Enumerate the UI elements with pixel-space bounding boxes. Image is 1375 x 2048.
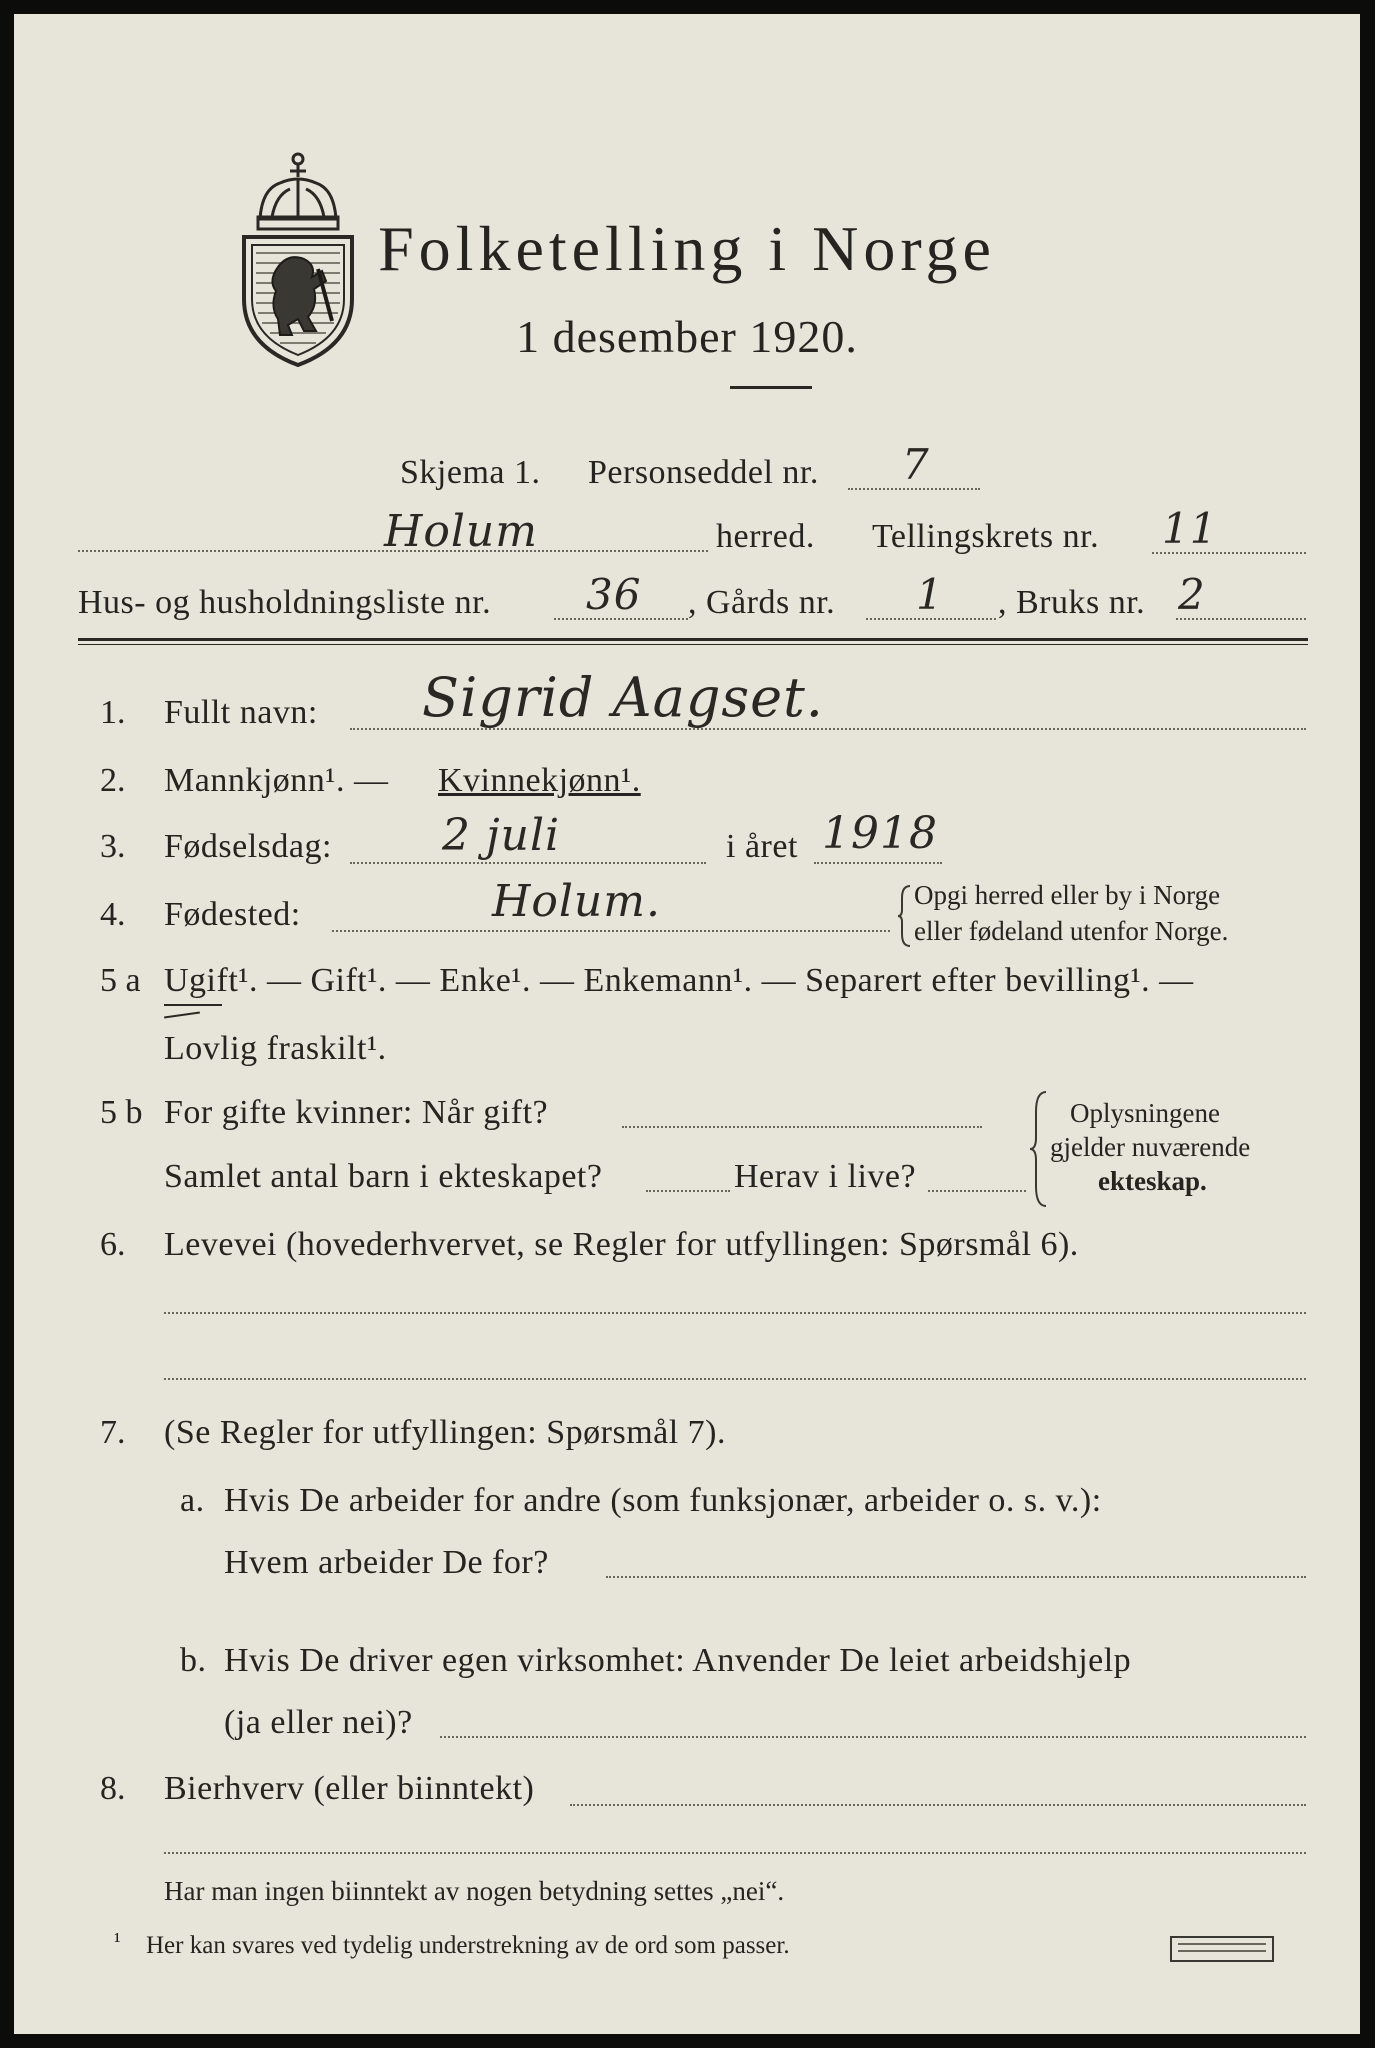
q3-label: Fødselsdag: (164, 828, 332, 865)
q5b-line1: For gifte kvinner: Når gift? (164, 1094, 549, 1131)
census-form-page (14, 14, 1360, 2034)
q5b-note-brace-icon (1028, 1090, 1048, 1208)
q5b-line2a: Samlet antal barn i ekteskapet? (164, 1158, 603, 1195)
form-title: Folketelling i Norge (378, 213, 996, 284)
bruks-value: 2 (1178, 570, 1206, 619)
herred-value: Holum (384, 506, 538, 557)
q3-year-label: i året (726, 828, 798, 865)
q7b-letter: b. (180, 1642, 207, 1679)
tellingskrets-value: 11 (1162, 504, 1218, 553)
q4-birthplace-value: Holum. (492, 876, 661, 927)
q3-year-value: 1918 (822, 808, 938, 859)
personseddel-label: Personseddel nr. (588, 454, 819, 491)
q5a-line2: Lovlig fraskilt¹. (164, 1030, 387, 1067)
form-date: 1 desember 1920. (516, 311, 858, 362)
q4-note-line1: Opgi herred eller by i Norge (914, 880, 1221, 910)
q5b-note-line2: gjelder nuværende (1050, 1132, 1251, 1162)
q5b-number: 5 b (100, 1094, 143, 1131)
q5a-line1: Ugift¹. — Gift¹. — Enke¹. — Enkemann¹. — Separert efter bevilling¹. — (164, 962, 1194, 999)
q1-label: Fullt navn: (164, 694, 318, 731)
q7a-line1: Hvis De arbeider for andre (som funksjonær, arbeider o. s. v.): (224, 1482, 1102, 1519)
q5a-number: 5 a (100, 962, 141, 999)
q2-number: 2. (100, 762, 126, 799)
q3-number: 3. (100, 828, 126, 865)
q4-note-line2: eller fødeland utenfor Norge. (914, 916, 1229, 946)
q1-number: 1. (100, 694, 126, 731)
gards-value: 1 (916, 570, 944, 619)
printer-stamp-icon (1170, 1936, 1274, 1962)
q8-note: Har man ingen biinntekt av nogen betydning settes „nei“. (164, 1876, 785, 1906)
husliste-value: 36 (586, 570, 642, 619)
q6-label: Levevei (hovederhvervet, se Regler for utfyllingen: Spørsmål 6). (164, 1226, 1079, 1263)
q5b-note-line3: ekteskap. (1098, 1166, 1207, 1196)
q6-number: 6. (100, 1226, 126, 1263)
footnote-marker: ¹ (114, 1928, 121, 1953)
q7-label: (Se Regler for utfyllingen: Spørsmål 7). (164, 1414, 727, 1451)
q2-female-label: Kvinnekjønn¹. (438, 762, 641, 799)
header-divider (78, 638, 1308, 641)
footnote-text: Her kan svares ved tydelig understrekning av de ord som passer. (146, 1932, 790, 1959)
q8-label: Bierhverv (eller biinntekt) (164, 1770, 535, 1807)
q2-male-label: Mannkjønn¹. — (164, 762, 389, 799)
gards-label: , Gårds nr. (688, 584, 836, 621)
tellingskrets-label: Tellingskrets nr. (872, 518, 1100, 555)
herred-label: herred. (716, 518, 815, 555)
q7a-letter: a. (180, 1482, 205, 1519)
q3-birthday-value: 2 juli (442, 810, 561, 861)
q7b-line2: (ja eller nei)? (224, 1704, 413, 1741)
q5b-line2b: Herav i live? (734, 1158, 917, 1195)
q5b-note-line1: Oplysningene (1070, 1098, 1220, 1128)
q8-number: 8. (100, 1770, 126, 1807)
schema-label: Skjema 1. (400, 454, 541, 491)
q4-note-brace-icon (896, 884, 912, 948)
q7a-line2: Hvem arbeider De for? (224, 1544, 549, 1581)
q1-full-name-value: Sigrid Aagset. (422, 666, 824, 729)
q4-label: Fødested: (164, 896, 301, 933)
title-underline (730, 386, 812, 389)
bruks-label: , Bruks nr. (998, 584, 1146, 621)
personseddel-value: 7 (902, 440, 930, 489)
husliste-label: Hus- og husholdningsliste nr. (78, 584, 492, 621)
q4-number: 4. (100, 896, 126, 933)
q7-number: 7. (100, 1414, 126, 1451)
q7b-line1: Hvis De driver egen virksomhet: Anvender De leiet arbeidshjelp (224, 1642, 1132, 1679)
q5a-ugift-underline (164, 1004, 222, 1006)
